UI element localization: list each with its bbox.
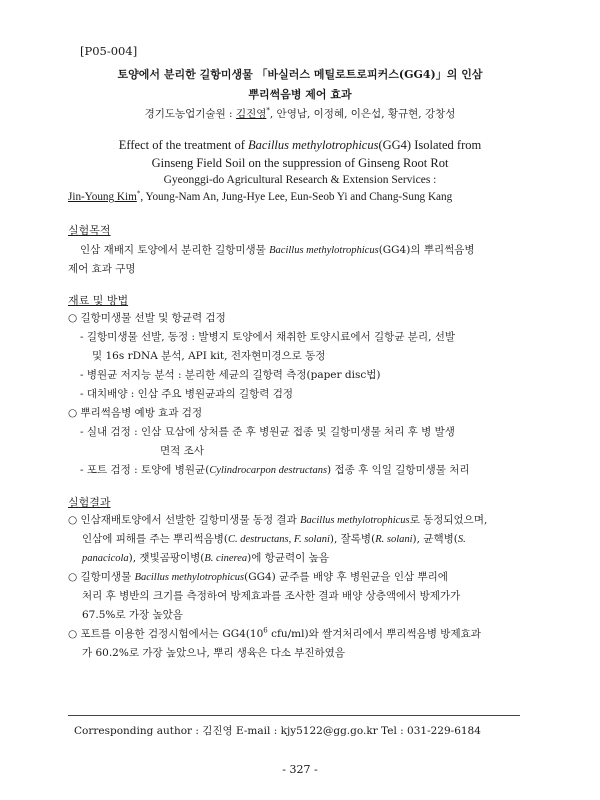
methods-item-1: ○ 길항미생물 선발 및 항균력 검정 <box>68 312 226 324</box>
title-english-pre: Effect of the treatment of <box>118 138 249 152</box>
coauthors-korean: , 안영남, 이정혜, 이은섭, 황규현, 강창성 <box>269 108 456 120</box>
results-line-2-species-3: S. <box>457 534 466 545</box>
results-line-4-pre: ○ 길항미생물 <box>68 571 135 583</box>
results-line-7 <box>68 626 481 641</box>
results-line-3-species-2: B. cinerea <box>204 553 248 564</box>
title-english-post: (GG4) Isolated from <box>378 138 482 152</box>
results-line-7-post: cfu/ml)와 쌀겨처리에서 뿌리썩음병 방제효과 <box>267 628 481 640</box>
results-line-2-a: 인삼에 피해를 주는 뿌리썩음병( <box>82 533 228 545</box>
affiliation-korean: 경기도농업기술원 : <box>144 108 236 120</box>
corresponding-mark: * <box>266 106 270 115</box>
methods-item-3: 및 16s rDNA 분석, API kit, 전자현미경으로 동정 <box>92 350 326 362</box>
results-line-5: 처리 후 병반의 크기를 측정하여 방제효과를 조사한 결과 배양 상층액에서 방제가가 <box>82 590 461 602</box>
purpose-line1 <box>80 242 475 257</box>
methods-item-9 <box>80 462 470 477</box>
results-line-7-exponent: 6 <box>263 626 268 635</box>
results-line-3-b: )에 항균력이 높음 <box>247 552 329 564</box>
title-korean-line2: 뿌리썩음병 제어 효과 <box>248 88 352 101</box>
section-heading-purpose: 실험목적 <box>68 224 111 237</box>
methods-item-6: ○ 뿌리썩음병 예방 효과 검정 <box>68 407 203 419</box>
corresponding-author-footer: Corresponding author : 김진영 E-mail : kjy5122@gg.go.kr Tel : 031-229-6184 <box>74 725 481 737</box>
results-line-2 <box>82 531 466 546</box>
abstract-id: [P05-004] <box>80 44 138 58</box>
methods-item-9-species: Cylindrocarpon destructans <box>209 465 328 476</box>
affiliation-english: Gyeonggi-do Agricultural Research & Extension Services : <box>163 174 437 186</box>
purpose-species: Bacillus methylotrophicus <box>269 245 379 256</box>
results-line-4 <box>68 569 448 584</box>
coauthors-english: , Young-Nam An, Jung-Hye Lee, Eun-Seob Yi and Chang-Sung Kang <box>140 191 453 203</box>
results-line-1-post: 로 동정되었으며, <box>409 514 488 526</box>
first-author-korean: 김진영 <box>235 108 267 120</box>
methods-item-4: - 병원균 저지능 분석 : 분리한 세균의 길항력 측정(paper disc법) <box>80 369 381 381</box>
methods-item-7: - 실내 검정 : 인삼 묘삼에 상처를 준 후 병원균 접종 및 길항미생물 처리 후 병 발생 <box>80 426 455 438</box>
results-line-1 <box>68 512 487 527</box>
results-line-7-pre: ○ 포트를 이용한 검정시험에서는 GG4(10 <box>68 628 264 640</box>
authors-english <box>68 191 452 203</box>
results-line-1-species: Bacillus methylotrophicus <box>300 515 410 526</box>
results-line-3-species-1: panacicola <box>82 553 129 564</box>
title-korean-line1: 토양에서 분리한 길항미생물 「바실러스 메틸로트로피커스(GG4)」의 인삼 <box>117 68 483 81</box>
first-author-english: Jin-Young Kim <box>68 191 137 203</box>
results-line-3-a: ), 잿빛곰팡이병( <box>128 552 205 564</box>
footer-divider <box>68 715 520 716</box>
results-line-2-b: ), 잘록병( <box>329 533 376 545</box>
results-line-3 <box>82 550 329 565</box>
purpose-text: 인삼 재배지 토양에서 분리한 길항미생물 <box>80 244 270 256</box>
results-line-2-species-2: R. solani <box>375 534 413 545</box>
section-heading-results: 실험결과 <box>68 496 111 509</box>
results-line-1-pre: ○ 인삼재배토양에서 선발한 길항미생물 동정 결과 <box>68 514 301 526</box>
results-line-2-c: ), 균핵병( <box>412 533 458 545</box>
methods-item-8: 면적 조사 <box>160 445 204 457</box>
methods-item-9-pre: - 포트 검정 : 토양에 병원균( <box>80 464 210 476</box>
methods-item-9-post: ) 접종 후 익일 길항미생물 처리 <box>327 464 470 476</box>
page-number: - 327 - <box>282 763 318 776</box>
methods-item-5: - 대치배양 : 인삼 주요 병원균과의 길항력 검정 <box>80 388 294 400</box>
purpose-line2: 제어 효과 구명 <box>68 263 136 275</box>
section-heading-methods: 재료 및 방법 <box>68 294 129 307</box>
purpose-text-post: (GG4)의 뿌리썩음병 <box>378 244 475 256</box>
results-line-4-species: Bacillus methylotrophicus <box>134 572 245 583</box>
results-line-8: 가 60.2%로 가장 높았으나, 뿌리 생육은 다소 부진하였음 <box>82 647 345 659</box>
methods-item-2: - 길항미생물 선발, 동정 : 발병지 토양에서 채취한 토양시료에서 길항균 분리, 선발 <box>80 331 456 343</box>
results-line-2-species-1: C. destructans, F. solani <box>227 534 330 545</box>
title-english-line1 <box>0 138 600 153</box>
authors-korean <box>0 106 600 121</box>
title-english-species: Bacillus methylotrophicus <box>248 138 379 152</box>
title-english-line2: Ginseng Field Soil on the suppression of Ginseng Root Rot <box>151 156 449 170</box>
results-line-6: 67.5%로 가장 높았음 <box>82 609 183 621</box>
results-line-4-post: (GG4) 균주를 배양 후 병원균을 인삼 뿌리에 <box>244 571 448 583</box>
corresponding-mark-en: * <box>136 189 141 198</box>
